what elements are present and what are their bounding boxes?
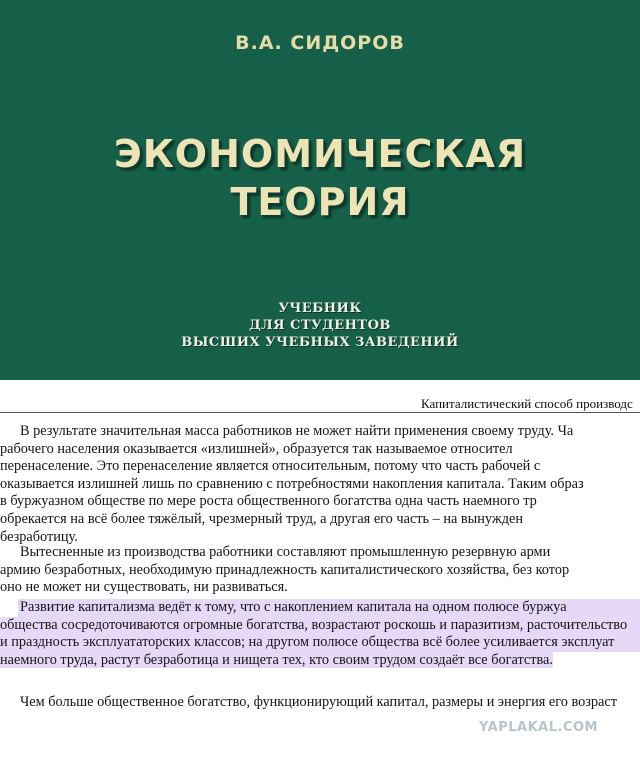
book-title-line-2: ТЕОРИЯ — [230, 180, 410, 224]
text-line: оно не может ни существовать, ни развиваться. — [0, 579, 288, 596]
book-subtitle-line-3: ВЫСШИХ УЧЕБНЫХ ЗАВЕДЕНИЙ — [181, 335, 459, 350]
text-line: безработицу. — [0, 528, 78, 545]
text-line: В результате значительная масса работников не может найти применения своему труду. Ча — [20, 423, 574, 439]
text-line: Чем больше общественное богатство, функционирующий капитал, размеры и энергия его возраст — [20, 694, 617, 710]
book-subtitle-line-1: УЧЕБНИК — [278, 301, 362, 316]
highlighted-line[interactable]: и праздность эксплуататорских классов; на другом полюсе общества всё более усиливается эксплуат — [0, 634, 640, 652]
highlighted-paragraph[interactable] — [0, 599, 640, 669]
paragraph-2 — [0, 544, 640, 597]
paragraph-4 — [0, 694, 640, 712]
book-page — [0, 380, 640, 758]
highlighted-line[interactable]: Развитие капитализма ведёт к тому, что с накоплением капитала на одном полюсе буржуа — [18, 599, 640, 617]
header-rule — [0, 412, 640, 413]
highlighted-line[interactable]: общества сосредоточиваются огромные богатства, возрастают роскошь и паразитизм, расточительство — [0, 617, 640, 635]
highlighted-line[interactable]: наемного труда, растут безработица и нищета тех, кто своим трудом создаёт все богатства. — [0, 651, 553, 668]
watermark-logo: YAPLAKAL.COM — [479, 720, 598, 735]
text-line: перенаселение. Это перенаселение является относительным, потому что часть рабочей с — [0, 458, 541, 475]
text-line: армию безработных, необходимую принадлежность капиталистического хозяйства, без котор — [0, 561, 570, 578]
book-title-line-1: ЭКОНОМИЧЕСКАЯ — [113, 132, 527, 176]
text-line: оказывается излишней лишь по сравнению с потребностями накопления капитала. Таким образ — [0, 475, 584, 492]
running-header: Капиталистический способ производс — [421, 396, 633, 411]
text-line: обрекается на всё более тяжёлый, чрезмерный труд, а другая его часть – на вынужден — [0, 510, 524, 527]
text-line: рабочего населения оказывается «излишней», образуется так называемое относител — [0, 440, 513, 457]
text-line: в буржуазном обществе по мере роста общественного богатства одна часть наемного тр — [0, 493, 537, 510]
book-author: В.А. СИДОРОВ — [235, 32, 405, 54]
paragraph-1 — [0, 423, 640, 546]
text-line: Вытесненные из производства работники составляют промышленную резервную арми — [20, 544, 551, 560]
book-subtitle-line-2: ДЛЯ СТУДЕНТОВ — [249, 318, 391, 333]
